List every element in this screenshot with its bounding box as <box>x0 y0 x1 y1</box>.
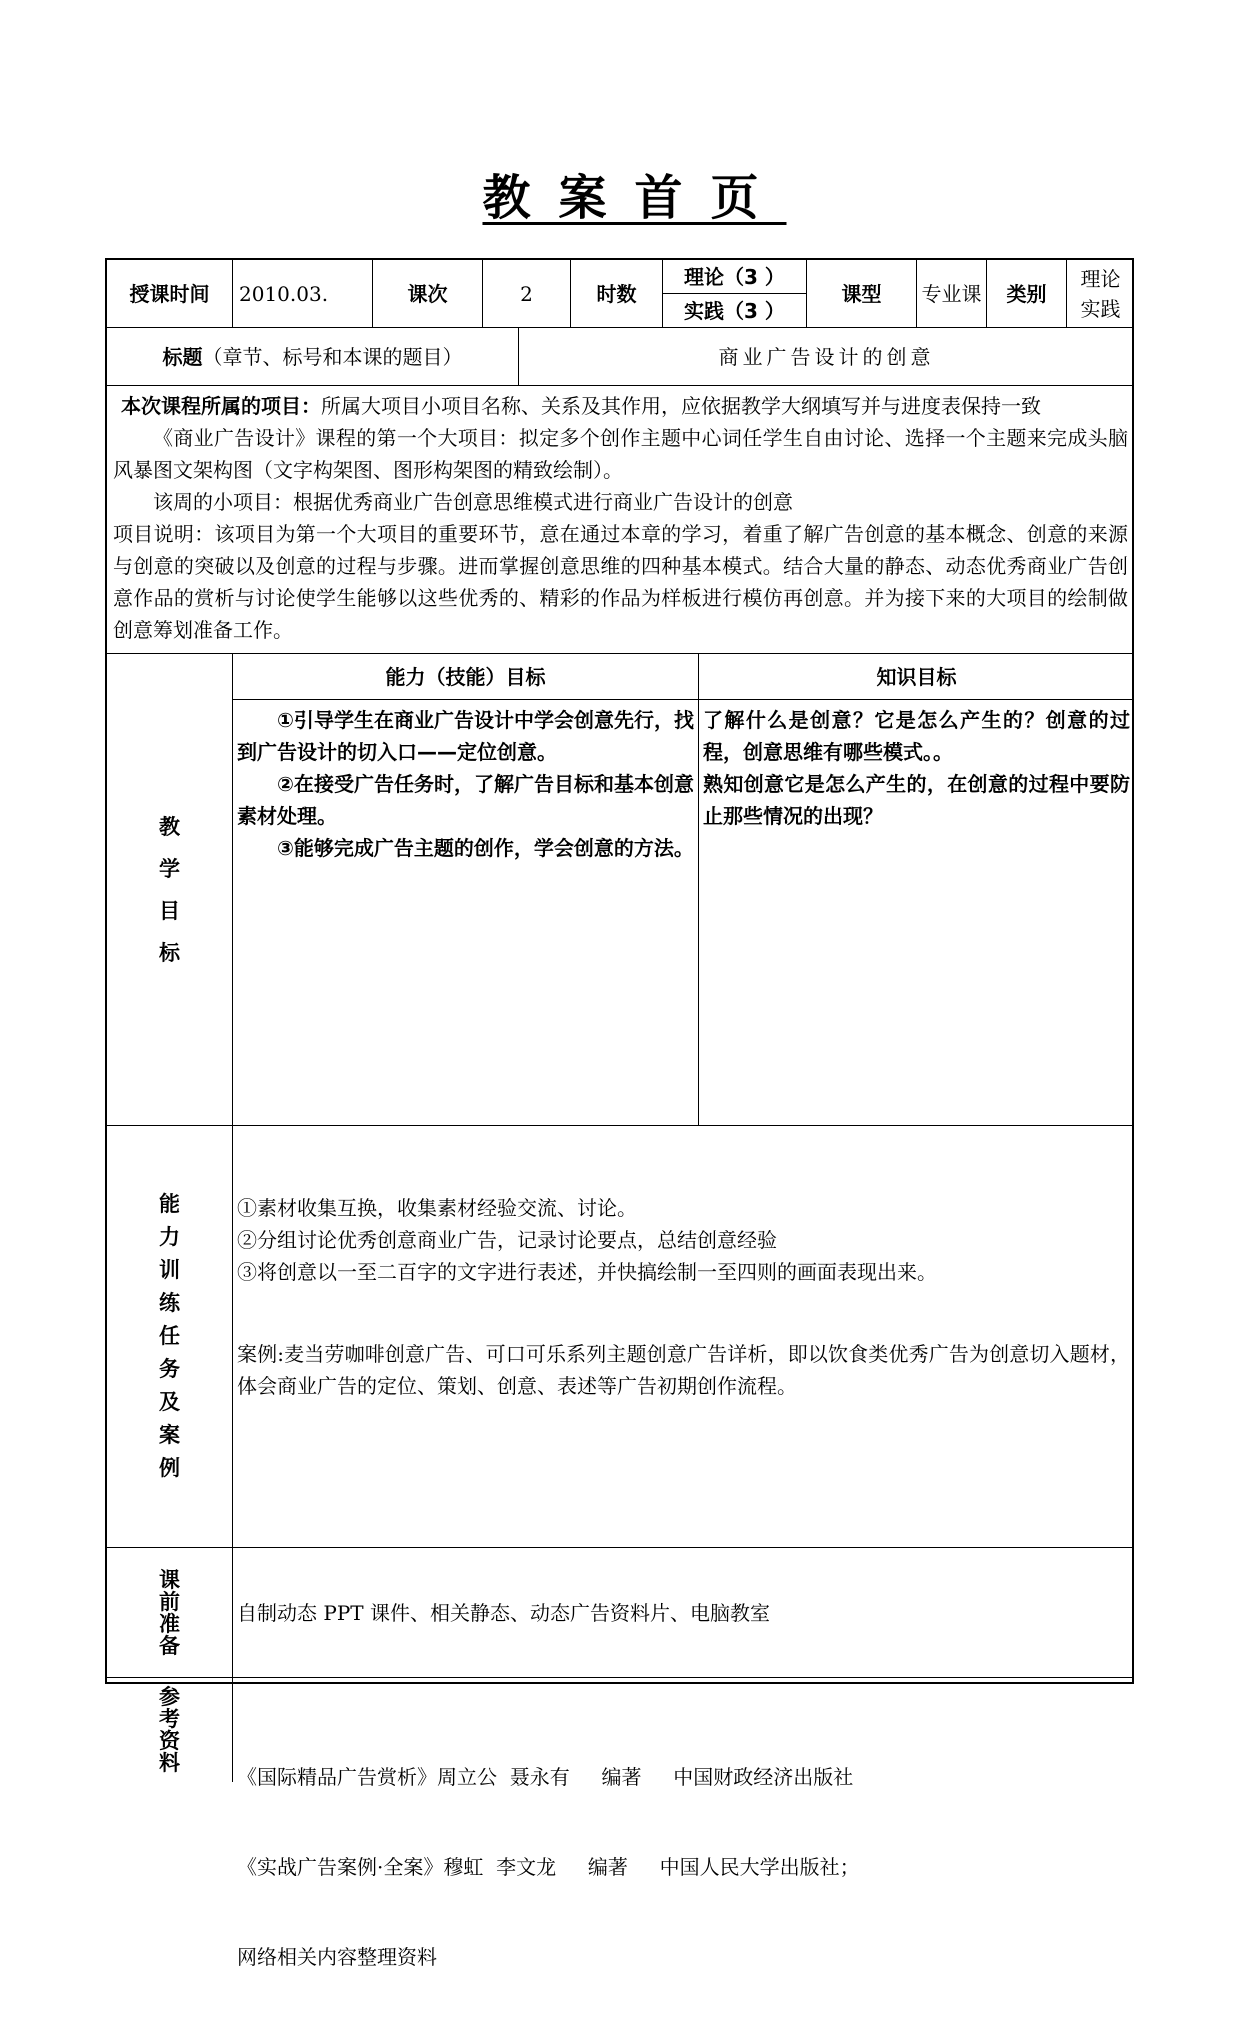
training-label-char: 任 <box>159 1324 180 1348</box>
references <box>233 1678 1134 1969</box>
project-intro-line <box>113 390 1128 422</box>
pre-class-prep: 自制动态 PPT 课件、相关静态、动态广告资料片、电脑教室 <box>233 1548 1134 1678</box>
refs-label-char: 资 <box>159 1729 180 1753</box>
teaching-goals-label <box>107 654 233 1126</box>
reference-item: 《国际精品广告赏析》周立公 聂永有 编著 中国财政经济出版社 <box>237 1765 854 1789</box>
pre-class-prep-label <box>107 1548 233 1678</box>
prep-label-char: 备 <box>159 1633 180 1658</box>
training-label-char: 能 <box>159 1192 180 1216</box>
refs-label-char: 考 <box>159 1707 180 1731</box>
case-study: 案例:麦当劳咖啡创意广告、可口可乐系列主题创意广告详析，即以饮食类优秀广告为创意切入题材，体会商业广告的定位、策划、创意、表述等广告初期创作流程。 <box>237 1342 1130 1398</box>
session-label: 课次 <box>373 260 483 328</box>
category-label: 类别 <box>987 260 1067 328</box>
refs-label-char: 参 <box>159 1685 180 1709</box>
prep-label-char: 前 <box>159 1589 180 1614</box>
training-label-char: 案 <box>159 1423 180 1447</box>
training-label-char: 练 <box>159 1291 180 1315</box>
reference-item: 《实战广告案例·全案》穆虹 李文龙 编著 中国人民大学出版社； <box>237 1855 860 1879</box>
ability-goal-item: ③能够完成广告主题的创作，学会创意的方法。 <box>277 836 694 860</box>
project-section <box>107 386 1134 654</box>
project-intro: 所属大项目小项目名称、关系及其作用，应依据教学大纲填写并与进度表保持一致 <box>321 394 1041 418</box>
title-label <box>107 328 519 386</box>
teaching-time-value: 2010.03. <box>233 260 373 328</box>
big-project: 《商业广告设计》课程的第一个大项目：拟定多个创作主题中心词任学生自由讨论、选择一个主题来完成头脑风暴图文架构图（文字构架图、图形构架图的精致绘制）。 <box>113 426 1128 482</box>
prep-label-char: 课 <box>159 1567 180 1592</box>
ability-goals-header: 能力（技能）目标 <box>233 654 699 700</box>
training-label-char: 及 <box>159 1390 180 1414</box>
theory-hours: 理论（3 ） <box>663 260 807 294</box>
goals-label-char: 教 <box>159 814 180 839</box>
project-label: 本次课程所属的项目： <box>121 394 321 418</box>
goals-label-char: 标 <box>159 940 180 965</box>
goals-label-char: 学 <box>159 856 180 881</box>
teaching-time-label: 授课时间 <box>107 260 233 328</box>
refs-label-char: 料 <box>159 1751 180 1775</box>
title-label-rest: （章节、标号和本课的题目） <box>202 344 463 369</box>
page-title: 教案首页 <box>482 170 787 226</box>
practice-hours: 实践（3 ） <box>663 294 807 328</box>
lesson-plan-table <box>105 258 1134 1969</box>
references-label <box>107 1678 233 1782</box>
training-label-char: 力 <box>159 1225 180 1249</box>
training-label-char: 务 <box>159 1357 180 1381</box>
category-value <box>1067 260 1134 328</box>
goals-label-char: 目 <box>159 898 180 923</box>
training-tasks <box>233 1126 1134 1548</box>
knowledge-goal-item: 了解什么是创意？它是怎么产生的？创意的过程，创意思维有哪些模式。。 <box>703 708 1130 764</box>
training-task-item: ①素材收集互换，收集素材经验交流、讨论。 <box>237 1196 637 1220</box>
lesson-title: 商业广告设计的创意 <box>519 328 1134 386</box>
prep-label-char: 准 <box>159 1611 180 1636</box>
knowledge-goals-header: 知识目标 <box>699 654 1134 700</box>
hours-label: 时数 <box>571 260 663 328</box>
project-description: 项目说明：该项目为第一个大项目的重要环节，意在通过本章的学习，着重了解广告创意的基本概念、创意的来源与创意的突破以及创意的过程与步骤。进而掌握创意思维的四种基本模式。结合大量的静态、动态优秀商业广告创意作品的赏析与讨论使学生能够以这些优秀的、精彩的作品为样板进行模仿再创意。并为接下来的大项目的绘制做创意筹划准备工作。 <box>113 522 1128 642</box>
training-task-item: ③将创意以一至二百字的文字进行表述，并快搞绘制一至四则的画面表现出来。 <box>237 1260 937 1284</box>
course-type-value: 专业课 <box>917 260 987 328</box>
title-label-bold: 标题 <box>162 344 203 369</box>
training-label-char: 例 <box>159 1456 180 1480</box>
knowledge-goal-item: 熟知创意它是怎么产生的，在创意的过程中要防止那些情况的出现？ <box>703 772 1130 828</box>
training-tasks-label <box>107 1126 233 1548</box>
ability-goal-item: ②在接受广告任务时，了解广告目标和基本创意素材处理。 <box>237 772 694 828</box>
ability-goals <box>233 700 699 1126</box>
ability-goal-item: ①引导学生在商业广告设计中学会创意先行，找到广告设计的切入口——定位创意。 <box>237 708 694 764</box>
training-task-item: ②分组讨论优秀创意商业广告，记录讨论要点，总结创意经验 <box>237 1228 777 1252</box>
reference-item: 网络相关内容整理资料 <box>237 1945 437 1969</box>
training-label-char: 训 <box>159 1258 180 1282</box>
knowledge-goals <box>699 700 1134 1126</box>
session-value: 2 <box>483 260 571 328</box>
course-type-label: 课型 <box>807 260 917 328</box>
small-project: 该周的小项目：根据优秀商业广告创意思维模式进行商业广告设计的创意 <box>153 490 793 514</box>
category-value-theory: 理论 <box>1080 266 1121 291</box>
category-value-practice: 实践 <box>1080 296 1121 321</box>
